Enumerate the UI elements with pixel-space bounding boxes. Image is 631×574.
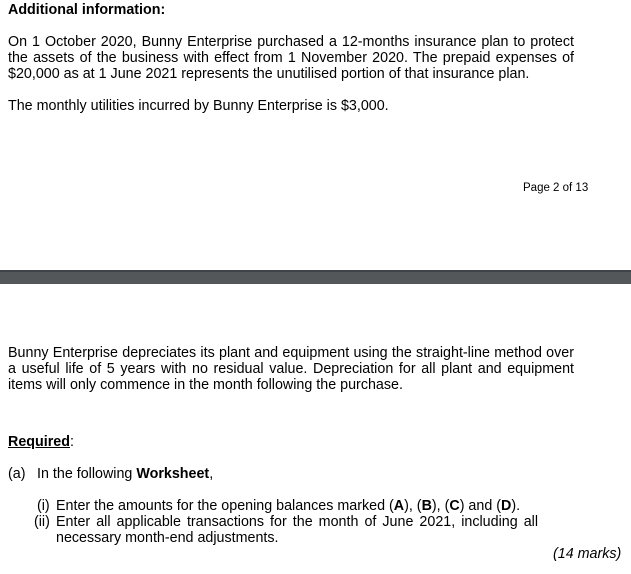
- sub-i-marker: (i): [37, 498, 50, 514]
- sub-ii-marker: (ii): [34, 514, 50, 530]
- required-label: Required: [8, 434, 70, 450]
- part-a-marker: (a): [8, 466, 26, 482]
- section-heading: Additional information:: [8, 2, 166, 18]
- label-d: D: [501, 498, 512, 514]
- label-b: B: [421, 498, 432, 514]
- sub-i-text-part: ), (: [431, 498, 450, 514]
- part-a-text: [37, 466, 213, 482]
- label-c: C: [449, 498, 460, 514]
- sub-i-text-part: Enter the amounts for the opening balances marked (: [56, 498, 394, 514]
- page-number: Page 2 of 13: [523, 182, 589, 194]
- worksheet-term: Worksheet: [136, 466, 210, 482]
- marks-label: (14 marks): [553, 546, 622, 562]
- sub-i-text-part: ).: [511, 498, 521, 514]
- page-separator-edge: [0, 270, 631, 272]
- part-a-suffix: ,: [209, 466, 214, 482]
- part-a-prefix: In the following: [37, 466, 137, 482]
- sub-i-text-part: ), (: [404, 498, 422, 514]
- required-colon: :: [69, 434, 74, 450]
- sub-ii-text: Enter all applicable transactions for the month of June 2021, including all necessary month-end adjustments.: [56, 514, 538, 546]
- required-heading: [8, 434, 74, 450]
- sub-i-text-part: ) and (: [459, 498, 502, 514]
- page-separator: [0, 270, 631, 284]
- utilities-paragraph: The monthly utilities incurred by Bunny Enterprise is $3,000.: [8, 98, 389, 114]
- insurance-paragraph: On 1 October 2020, Bunny Enterprise purchased a 12-months insurance plan to protect the assets of the business with effect from 1 November 2020. The prepaid expenses of $20,000 as at 1 June 2021 represents the unutilised portion of that insurance plan.: [8, 34, 574, 82]
- depreciation-paragraph: Bunny Enterprise depreciates its plant and equipment using the straight-line method over a useful life of 5 years with no residual value. Depreciation for all plant and equipment items will only commence in the month following the purchase.: [8, 345, 574, 393]
- label-a: A: [393, 498, 405, 514]
- sub-i-text: [56, 498, 520, 514]
